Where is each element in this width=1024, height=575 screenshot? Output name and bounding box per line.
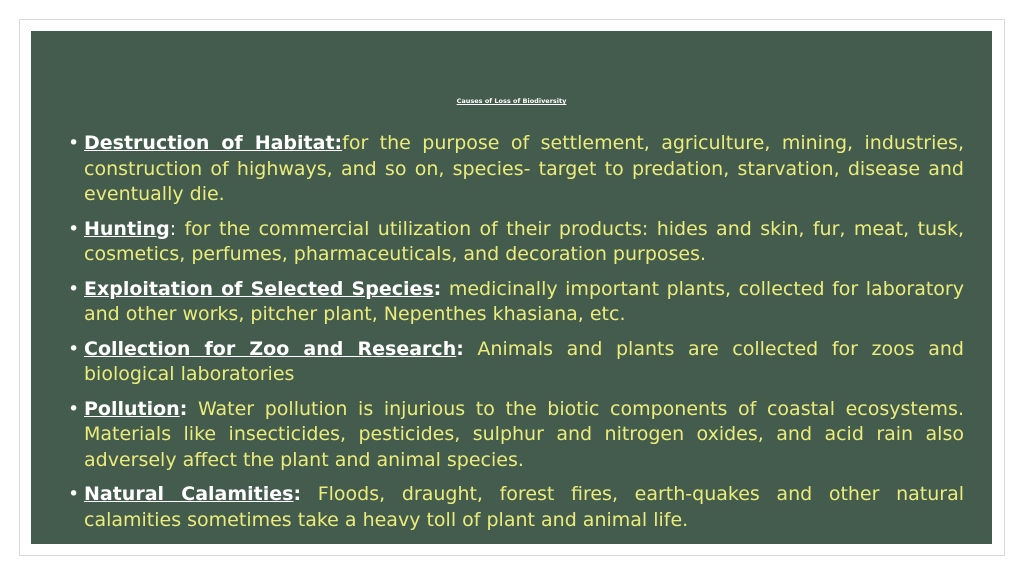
bullet-hunting bbox=[68, 217, 964, 268]
bullet-text: for the purpose of settlement, agriculture, mining, industries, construction of highways, and so on, species- target to predation, starvation, disease and eventually die. bbox=[84, 132, 964, 205]
bullet-text: medicinally important plants, collected for laboratory and other works, pitcher plant, Nepenthes khasiana, etc. bbox=[84, 277, 964, 325]
bullet-pollution bbox=[68, 397, 964, 474]
bullet-dot-icon: • bbox=[68, 337, 80, 360]
bullet-term: Destruction of Habitat: bbox=[84, 132, 343, 154]
bullet-list bbox=[68, 131, 964, 542]
bullet-collection-for-zoo-and-research bbox=[68, 337, 964, 388]
bullet-text: for the commercial utilization of their products: hides and skin, fur, meat, tusk, cosmetics, perfumes, pharmaceuticals, and decoration purposes. bbox=[84, 217, 964, 265]
bullet-dot-icon: • bbox=[68, 483, 80, 505]
slide-title: Causes of Loss of Biodiversity bbox=[456, 97, 567, 105]
bullet-text: Animals and plants are collected for zoos and biological laboratories bbox=[84, 337, 964, 385]
bullet-text: Floods, draught, forest fires, earth-quakes and other natural calamities sometimes take a heavy toll of plant and animal life. bbox=[84, 483, 964, 531]
bullet-dot-icon: • bbox=[68, 277, 80, 300]
bullet-term: Exploitation of Selected Species bbox=[84, 277, 434, 300]
bullet-natural-calamities bbox=[68, 482, 964, 533]
bullet-dot-icon: • bbox=[68, 132, 80, 154]
bullet-separator: : bbox=[179, 397, 188, 420]
bullet-destruction-of-habitat bbox=[68, 131, 964, 208]
bullet-term: Hunting bbox=[84, 217, 170, 240]
bullet-dot-icon: • bbox=[68, 217, 80, 240]
bullet-term: Natural Calamities bbox=[84, 483, 294, 505]
bullet-separator: : bbox=[456, 337, 464, 360]
bullet-term: Pollution bbox=[84, 397, 180, 420]
bullet-exploitation-of-selected-species bbox=[68, 277, 964, 328]
bullet-separator: : bbox=[433, 277, 442, 300]
bullet-dot-icon: • bbox=[68, 397, 80, 420]
bullet-separator: : bbox=[169, 217, 177, 240]
bullet-text: Water pollution is injurious to the biotic components of coastal ecosystems. Materials like insecticides, pesticides, sulphur and nitrogen oxides, and acid rain also adversely affect the plant and animal species. bbox=[84, 397, 964, 471]
bullet-term: Collection for Zoo and Research bbox=[84, 337, 457, 360]
slide bbox=[31, 31, 992, 544]
bullet-separator: : bbox=[293, 483, 302, 505]
